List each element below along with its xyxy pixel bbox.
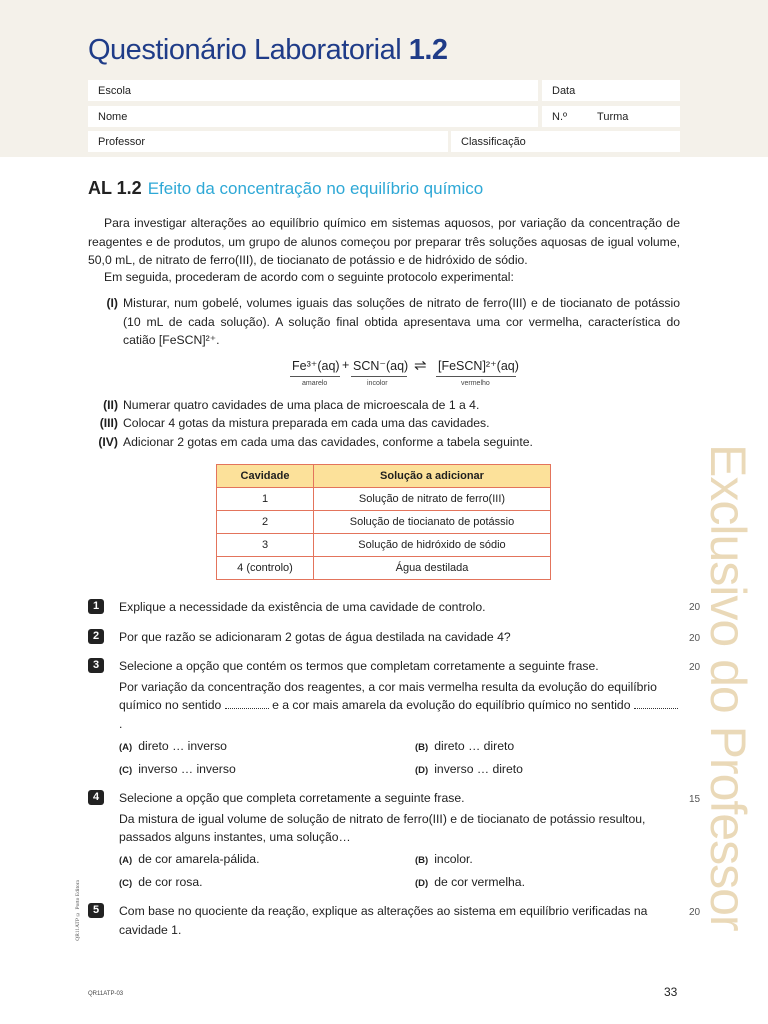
option-3c[interactable]: (C) inverso … inverso — [119, 762, 236, 776]
exclusive-watermark: Exclusivo do Professor — [700, 444, 756, 931]
table-header-row — [217, 465, 551, 488]
question-1: 1 Explique a necessidade da existência de uma cavidade de controlo. — [88, 598, 680, 617]
option-4d[interactable]: (D) de cor vermelha. — [415, 875, 525, 889]
step-1: (I) Misturar, num gobelé, volumes iguais das soluções de nitrato de ferro(III) e de tiocianato de potássio (10 mL de cada solução). A solução final obtida apresentava uma cor vermelha, característica do catião [FeSCN]²⁺. — [106, 296, 680, 347]
table-row: 3 Solução de hidróxido de sódio — [217, 534, 551, 557]
question-number-badge: 1 — [88, 599, 104, 614]
table-header: Solução a adicionar — [314, 465, 551, 488]
question-number-badge: 3 — [88, 658, 104, 673]
page-title: Questionário Laboratorial 1.2 — [88, 34, 448, 66]
question-3: 3 Selecione a opção que contém os termos que completam corretamente a seguinte frase. Por variação da concentração dos reagentes, a cor mais vermelha resulta da evolução do equilíbrio químico no sentido e a cor mais amarela da evolução do equilíbrio químico no sentido . — [88, 657, 680, 733]
page-number: 33 — [664, 985, 678, 999]
date-field[interactable]: Data — [542, 80, 680, 101]
table-row: 2 Solução de tiocianato de potássio — [217, 511, 551, 534]
table-header: Cavidade — [217, 465, 314, 488]
grade-field[interactable]: Classificação — [451, 131, 680, 152]
copyright-note: QR11ATP © Porto Editora — [75, 880, 81, 941]
option-3b[interactable]: (B) direto … direto — [415, 739, 515, 753]
table-row: 1 Solução de nitrato de ferro(III) — [217, 488, 551, 511]
question-number-badge: 5 — [88, 903, 104, 918]
equilibrium-arrow: ⇌ — [414, 357, 427, 374]
option-4a[interactable]: (A) de cor amarela-pálida. — [119, 852, 260, 866]
question-4: 4 Selecione a opção que completa corretamente a seguinte frase. Da mistura de igual volume de solução de nitrato de ferro(III) e de tiocianato de potássio resultou, passados alguns instantes, uma solução… — [88, 789, 680, 847]
section-title: AL 1.2 Efeito da concentração no equilíbrio químico — [88, 178, 484, 198]
option-4c[interactable]: (C) de cor rosa. — [119, 875, 203, 889]
question-number-badge: 4 — [88, 790, 104, 805]
answer-blank[interactable] — [225, 698, 269, 709]
question-number-badge: 2 — [88, 629, 104, 644]
option-3d[interactable]: (D) inverso … direto — [415, 762, 523, 776]
question-2: 2 Por que razão se adicionaram 2 gotas de água destilada na cavidade 4? — [88, 628, 680, 647]
points-label: 20 — [689, 633, 701, 644]
solutions-table — [216, 464, 551, 580]
name-field[interactable]: Nome — [88, 106, 538, 127]
school-field[interactable]: Escola — [88, 80, 538, 101]
number-class-field[interactable]: N.º Turma — [542, 106, 680, 127]
points-label: 20 — [689, 602, 701, 613]
step-3: (III) Colocar 4 gotas da mistura preparada em cada uma das cavidades. — [99, 416, 490, 430]
intro-paragraph: Para investigar alterações ao equilíbrio químico em sistemas aquosos, por variação da concentração de reagentes e de produtos, um grupo de alunos começou por preparar três soluções aquosas de igual volume, 50,0 mL, de nitrato de ferro(III), de tiocianato de potássio e de hidróxido de sódio. — [88, 216, 680, 267]
points-label: 20 — [689, 907, 701, 918]
points-label: 15 — [689, 794, 701, 805]
footer-code: QR11ATP-03 — [88, 991, 124, 997]
protocol-intro: Em seguida, procederam de acordo com o seguinte protocolo experimental: — [104, 270, 514, 284]
teacher-field[interactable]: Professor — [88, 131, 448, 152]
chemical-equation: Fe³⁺(aq) + SCN⁻(aq) ⇌ [FeSCN]²⁺(aq) amarelo incolor vermelho — [292, 357, 519, 387]
step-4: (IV) Adicionar 2 gotas em cada uma das cavidades, conforme a tabela seguinte. — [98, 435, 533, 449]
option-4b[interactable]: (B) incolor. — [415, 852, 473, 866]
option-3a[interactable]: (A) direto … inverso — [119, 739, 227, 753]
answer-blank[interactable] — [634, 698, 678, 709]
question-5: 5 Com base no quociente da reação, explique as alterações ao sistema em equilíbrio verificadas na cavidade 1. — [88, 902, 680, 939]
table-row: 4 (controlo) Água destilada — [217, 557, 551, 580]
step-2: (II) Numerar quatro cavidades de uma placa de microescala de 1 a 4. — [103, 398, 480, 412]
points-label: 20 — [689, 662, 701, 673]
